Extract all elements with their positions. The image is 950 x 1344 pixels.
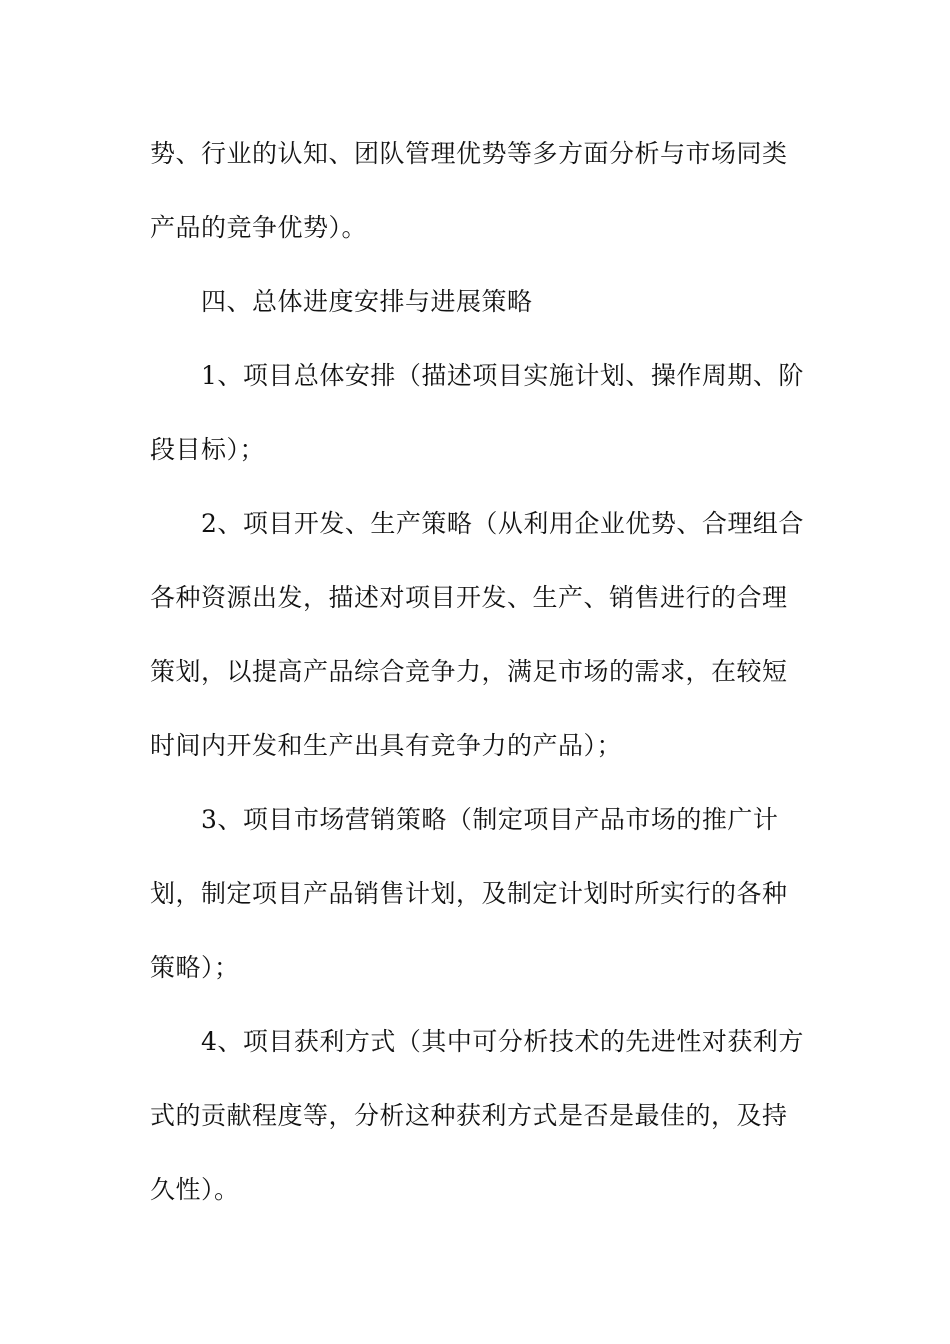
list-item-4-line: 式的贡献程度等，分析这种获利方式是否是最佳的，及持 <box>150 1101 788 1130</box>
paragraph-line: 势、行业的认知、团队管理优势等多方面分析与市场同类 <box>150 139 788 168</box>
list-item-2-line: 2、项目开发、生产策略（从利用企业优势、合理组合 <box>201 509 804 538</box>
paragraph-line: 产品的竞争优势）。 <box>150 213 368 242</box>
section-heading: 四、总体进度安排与进展策略 <box>201 287 533 316</box>
list-item-2-line: 策划，以提高产品综合竞争力，满足市场的需求，在较短 <box>150 657 788 686</box>
list-item-4-line: 4、项目获利方式（其中可分析技术的先进性对获利方 <box>201 1027 804 1056</box>
list-item-3-line: 划，制定项目产品销售计划，及制定计划时所实行的各种 <box>150 879 788 908</box>
list-item-1-line: 1、项目总体安排（描述项目实施计划、操作周期、阶 <box>201 361 804 390</box>
list-item-2-line: 时间内开发和生产出具有竞争力的产品）； <box>150 731 623 760</box>
list-item-2-line: 各种资源出发，描述对项目开发、生产、销售进行的合理 <box>150 583 788 612</box>
list-item-3-line: 3、项目市场营销策略（制定项目产品市场的推广计 <box>201 805 779 834</box>
list-item-3-line: 策略）； <box>150 953 240 982</box>
list-item-4-line: 久性）。 <box>150 1175 240 1204</box>
list-item-1-line: 段目标）； <box>150 435 266 464</box>
